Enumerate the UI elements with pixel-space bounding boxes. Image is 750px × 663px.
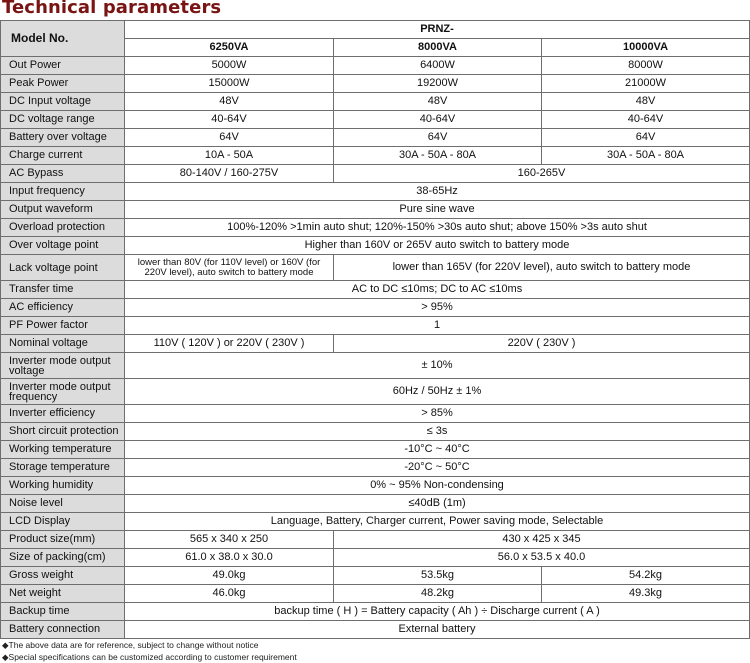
param-value: -10°C ~ 40°C bbox=[125, 441, 750, 459]
param-value: 40-64V bbox=[542, 111, 750, 129]
param-value: 61.0 x 38.0 x 30.0 bbox=[125, 549, 334, 567]
param-value: 1 bbox=[125, 317, 750, 335]
param-battery-over-voltage bbox=[1, 129, 750, 147]
footnotes bbox=[2, 639, 297, 663]
param-value: 40-64V bbox=[334, 111, 542, 129]
param-label: LCD Display bbox=[1, 513, 125, 531]
param-label: AC Bypass bbox=[1, 165, 125, 183]
param-label: Working humidity bbox=[1, 477, 125, 495]
param-value: lower than 165V (for 220V level), auto switch to battery mode bbox=[334, 255, 750, 281]
param-value: 64V bbox=[125, 129, 334, 147]
param-value: ≤ 3s bbox=[125, 423, 750, 441]
param-value: > 85% bbox=[125, 405, 750, 423]
param-value: 19200W bbox=[334, 75, 542, 93]
param-backup-time bbox=[1, 603, 750, 621]
param-product-size bbox=[1, 531, 750, 549]
model-header-row bbox=[1, 21, 750, 39]
param-value: ≤40dB (1m) bbox=[125, 495, 750, 513]
param-label: Out Power bbox=[1, 57, 125, 75]
param-net-weight bbox=[1, 585, 750, 603]
param-value: > 95% bbox=[125, 299, 750, 317]
param-label: Backup time bbox=[1, 603, 125, 621]
param-label: Battery over voltage bbox=[1, 129, 125, 147]
param-inverter-output-voltage bbox=[1, 353, 750, 379]
param-value: 64V bbox=[334, 129, 542, 147]
param-value: 100%-120% >1min auto shut; 120%-150% >30s auto shut; above 150% >3s auto shut bbox=[125, 219, 750, 237]
param-transfer-time bbox=[1, 281, 750, 299]
param-value: 6400W bbox=[334, 57, 542, 75]
param-value: 49.0kg bbox=[125, 567, 334, 585]
param-working-temperature bbox=[1, 441, 750, 459]
param-output-waveform bbox=[1, 201, 750, 219]
param-label: Net weight bbox=[1, 585, 125, 603]
param-value: 60Hz / 50Hz ± 1% bbox=[125, 379, 750, 405]
param-value: 48V bbox=[125, 93, 334, 111]
param-label: Noise level bbox=[1, 495, 125, 513]
param-value: 8000W bbox=[542, 57, 750, 75]
param-label: Size of packing(cm) bbox=[1, 549, 125, 567]
param-label: PF Power factor bbox=[1, 317, 125, 335]
param-label: Storage temperature bbox=[1, 459, 125, 477]
param-value: 5000W bbox=[125, 57, 334, 75]
param-label: Input frequency bbox=[1, 183, 125, 201]
param-label: Lack voltage point bbox=[1, 255, 125, 281]
param-label: DC Input voltage bbox=[1, 93, 125, 111]
param-gross-weight bbox=[1, 567, 750, 585]
param-noise-level bbox=[1, 495, 750, 513]
param-label: Working temperature bbox=[1, 441, 125, 459]
param-inverter-output-frequency bbox=[1, 379, 750, 405]
param-label: Charge current bbox=[1, 147, 125, 165]
param-label: Short circuit protection bbox=[1, 423, 125, 441]
param-value: Pure sine wave bbox=[125, 201, 750, 219]
page-title: Technical parameters bbox=[2, 0, 222, 18]
param-value: 110V ( 120V ) or 220V ( 230V ) bbox=[125, 335, 334, 353]
param-value: lower than 80V (for 110V level) or 160V (for 220V level), auto switch to battery mode bbox=[125, 255, 334, 281]
param-value: Higher than 160V or 265V auto switch to battery mode bbox=[125, 237, 750, 255]
param-value: 565 x 340 x 250 bbox=[125, 531, 334, 549]
param-nominal-voltage bbox=[1, 335, 750, 353]
param-charge-current bbox=[1, 147, 750, 165]
param-label: Overload protection bbox=[1, 219, 125, 237]
param-value: Language, Battery, Charger current, Power saving mode, Selectable bbox=[125, 513, 750, 531]
param-label: DC voltage range bbox=[1, 111, 125, 129]
param-value: 64V bbox=[542, 129, 750, 147]
param-peak-power bbox=[1, 75, 750, 93]
param-value: 15000W bbox=[125, 75, 334, 93]
param-value: 40-64V bbox=[125, 111, 334, 129]
footnote-customization: ◆Special specifications can be customized according to customer requirement bbox=[2, 652, 297, 662]
param-over-voltage-point bbox=[1, 237, 750, 255]
param-label: Inverter mode output voltage bbox=[1, 353, 125, 379]
param-value: AC to DC ≤10ms; DC to AC ≤10ms bbox=[125, 281, 750, 299]
param-ac-bypass bbox=[1, 165, 750, 183]
param-working-humidity bbox=[1, 477, 750, 495]
param-battery-connection bbox=[1, 621, 750, 639]
footnote-reference: ◆The above data are for reference, subject to change without notice bbox=[2, 640, 259, 650]
param-lcd-display bbox=[1, 513, 750, 531]
param-value: 53.5kg bbox=[334, 567, 542, 585]
model-prefix: PRNZ- bbox=[125, 21, 750, 39]
param-lack-voltage-point bbox=[1, 255, 750, 281]
param-label: Battery connection bbox=[1, 621, 125, 639]
param-out-power bbox=[1, 57, 750, 75]
param-value: External battery bbox=[125, 621, 750, 639]
param-short-circuit-protection bbox=[1, 423, 750, 441]
param-label: Gross weight bbox=[1, 567, 125, 585]
param-value: 38-65Hz bbox=[125, 183, 750, 201]
param-label: Nominal voltage bbox=[1, 335, 125, 353]
param-overload-protection bbox=[1, 219, 750, 237]
param-ac-efficiency bbox=[1, 299, 750, 317]
param-label: Inverter efficiency bbox=[1, 405, 125, 423]
param-label: Product size(mm) bbox=[1, 531, 125, 549]
param-label: Inverter mode output frequency bbox=[1, 379, 125, 405]
param-dc-voltage-range bbox=[1, 111, 750, 129]
param-input-frequency bbox=[1, 183, 750, 201]
param-value: 430 x 425 x 345 bbox=[334, 531, 750, 549]
param-label: Transfer time bbox=[1, 281, 125, 299]
param-dc-input-voltage bbox=[1, 93, 750, 111]
param-label: Over voltage point bbox=[1, 237, 125, 255]
model-10000va: 10000VA bbox=[542, 39, 750, 57]
param-value: 56.0 x 53.5 x 40.0 bbox=[334, 549, 750, 567]
param-value: 46.0kg bbox=[125, 585, 334, 603]
param-value: 30A - 50A - 80A bbox=[334, 147, 542, 165]
param-value: 30A - 50A - 80A bbox=[542, 147, 750, 165]
param-pf-power-factor bbox=[1, 317, 750, 335]
param-value: 220V ( 230V ) bbox=[334, 335, 750, 353]
param-value: 21000W bbox=[542, 75, 750, 93]
param-value: 160-265V bbox=[334, 165, 750, 183]
param-value: 54.2kg bbox=[542, 567, 750, 585]
param-label: Peak Power bbox=[1, 75, 125, 93]
param-value: ± 10% bbox=[125, 353, 750, 379]
param-value: 80-140V / 160-275V bbox=[125, 165, 334, 183]
param-label: Output waveform bbox=[1, 201, 125, 219]
param-value: -20°C ~ 50°C bbox=[125, 459, 750, 477]
param-value: 10A - 50A bbox=[125, 147, 334, 165]
model-8000va: 8000VA bbox=[334, 39, 542, 57]
param-value: 0% ~ 95% Non-condensing bbox=[125, 477, 750, 495]
model-label: Model No. bbox=[1, 21, 125, 57]
param-size-of-packing bbox=[1, 549, 750, 567]
param-value: 48V bbox=[334, 93, 542, 111]
param-label: AC efficiency bbox=[1, 299, 125, 317]
param-value: 49.3kg bbox=[542, 585, 750, 603]
param-value: backup time ( H ) = Battery capacity ( Ah ) ÷ Discharge current ( A ) bbox=[125, 603, 750, 621]
param-value: 48V bbox=[542, 93, 750, 111]
param-value: 48.2kg bbox=[334, 585, 542, 603]
param-inverter-efficiency bbox=[1, 405, 750, 423]
spec-table bbox=[0, 20, 750, 639]
model-6250va: 6250VA bbox=[125, 39, 334, 57]
param-storage-temperature bbox=[1, 459, 750, 477]
